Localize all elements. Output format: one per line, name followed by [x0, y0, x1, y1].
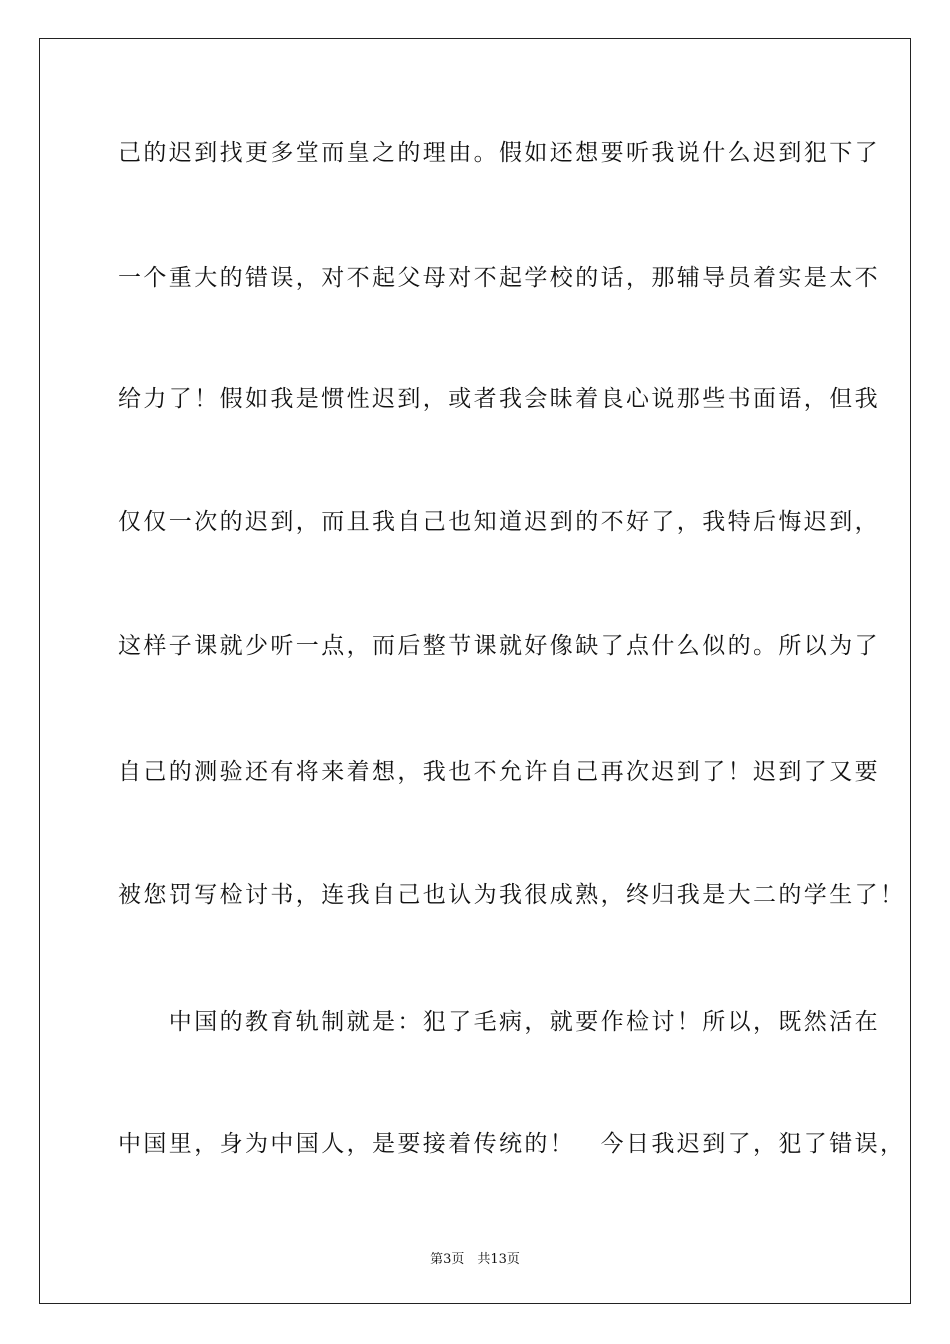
text-line-3: 给力了！假如我是惯性迟到，或者我会昧着良心说那些书面语，但我 [118, 386, 880, 412]
text-line-7: 被您罚写检讨书，连我自己也认为我很成熟，终归我是大二的学生了！ [118, 882, 906, 908]
text-line-6: 自己的测验还有将来着想，我也不允许自己再次迟到了！迟到了又要 [118, 759, 880, 785]
text-line-1: 己的迟到找更多堂而皇之的理由。假如还想要听我说什么迟到犯下了 [118, 140, 880, 166]
page-border [39, 38, 911, 1304]
text-line-4: 仅仅一次的迟到，而且我自己也知道迟到的不好了，我特后悔迟到， [118, 509, 880, 535]
text-line-9: 中国里，身为中国人，是要接着传统的！ 今日我迟到了，犯了错误， [118, 1131, 906, 1157]
page-number: 第3页 共13页 [430, 1252, 520, 1267]
text-line-2: 一个重大的错误，对不起父母对不起学校的话，那辅导员着实是太不 [118, 265, 880, 291]
text-line-8: 中国的教育轨制就是：犯了毛病，就要作检讨！所以，既然活在 [118, 1009, 880, 1035]
text-line-5: 这样子课就少听一点，而后整节课就好像缺了点什么似的。所以为了 [118, 633, 880, 659]
